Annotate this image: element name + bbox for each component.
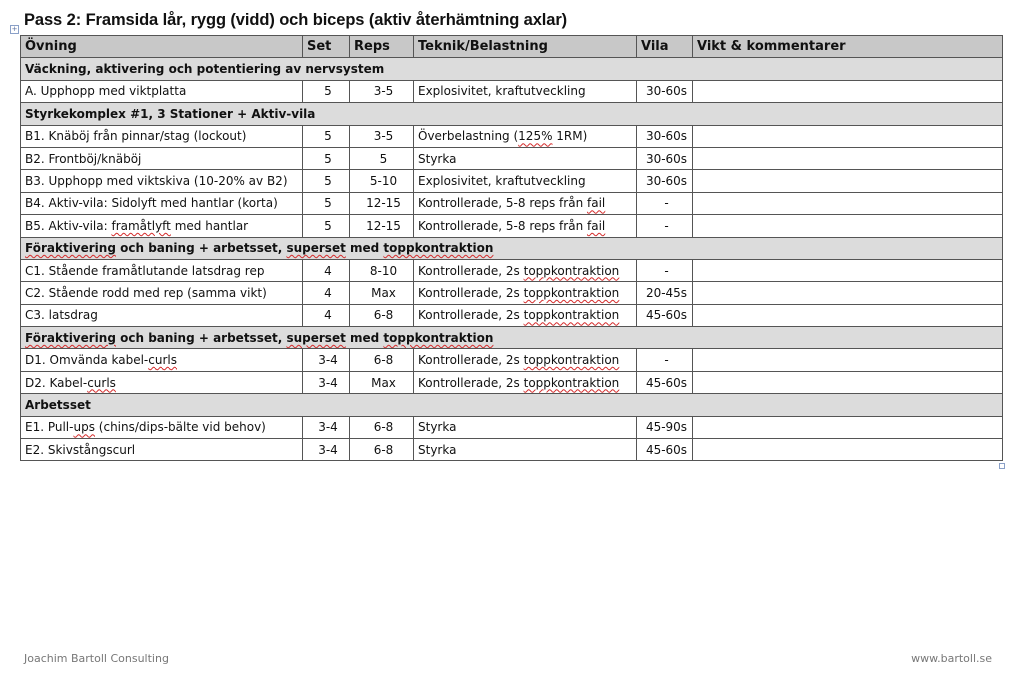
footer-url: www.bartoll.se <box>911 652 992 665</box>
technique-cell[interactable]: Styrka <box>414 439 637 461</box>
technique-cell[interactable]: Kontrollerade, 2s toppkontraktion <box>414 282 637 304</box>
section-row <box>21 237 1003 259</box>
technique-cell[interactable]: Kontrollerade, 5-8 reps från fail <box>414 215 637 237</box>
comments-cell[interactable] <box>693 125 1003 147</box>
reps-cell[interactable]: 6-8 <box>350 304 414 326</box>
technique-cell[interactable]: Explosivitet, kraftutveckling <box>414 80 637 102</box>
comments-cell[interactable] <box>693 170 1003 192</box>
comments-cell[interactable] <box>693 80 1003 102</box>
reps-cell[interactable]: Max <box>350 371 414 393</box>
table-row <box>21 170 1003 192</box>
section-title[interactable]: Föraktivering och baning + arbetsset, superset med toppkontraktion <box>21 327 1003 349</box>
reps-cell[interactable]: 6-8 <box>350 439 414 461</box>
exercise-cell[interactable]: D2. Kabel-curls <box>21 371 303 393</box>
technique-cell[interactable]: Kontrollerade, 2s toppkontraktion <box>414 259 637 281</box>
rest-cell[interactable]: 45-60s <box>637 304 693 326</box>
table-header-row <box>21 36 1003 58</box>
section-title[interactable]: Arbetsset <box>21 394 1003 416</box>
rest-cell[interactable]: 30-60s <box>637 170 693 192</box>
technique-cell[interactable]: Explosivitet, kraftutveckling <box>414 170 637 192</box>
exercise-cell[interactable]: A. Upphopp med viktplatta <box>21 80 303 102</box>
sets-cell[interactable]: 3-4 <box>303 439 350 461</box>
rest-cell[interactable]: 20-45s <box>637 282 693 304</box>
rest-cell[interactable]: - <box>637 259 693 281</box>
technique-cell[interactable]: Kontrollerade, 5-8 reps från fail <box>414 192 637 214</box>
technique-cell[interactable]: Överbelastning (125% 1RM) <box>414 125 637 147</box>
technique-cell[interactable]: Kontrollerade, 2s toppkontraktion <box>414 304 637 326</box>
table-row <box>21 439 1003 461</box>
section-title[interactable]: Föraktivering och baning + arbetsset, superset med toppkontraktion <box>21 237 1003 259</box>
exercise-cell[interactable]: E2. Skivstångscurl <box>21 439 303 461</box>
reps-cell[interactable]: 6-8 <box>350 416 414 438</box>
exercise-cell[interactable]: D1. Omvända kabel-curls <box>21 349 303 371</box>
table-row <box>21 80 1003 102</box>
table-row <box>21 416 1003 438</box>
technique-cell[interactable]: Kontrollerade, 2s toppkontraktion <box>414 371 637 393</box>
header-technique: Teknik/Belastning <box>414 36 637 58</box>
reps-cell[interactable]: 12-15 <box>350 215 414 237</box>
exercise-cell[interactable]: C1. Stående framåtlutande latsdrag rep <box>21 259 303 281</box>
sets-cell[interactable]: 5 <box>303 147 350 169</box>
table-row <box>21 259 1003 281</box>
comments-cell[interactable] <box>693 439 1003 461</box>
rest-cell[interactable]: - <box>637 192 693 214</box>
exercise-cell[interactable]: C2. Stående rodd med rep (samma vikt) <box>21 282 303 304</box>
section-row <box>21 327 1003 349</box>
technique-cell[interactable]: Styrka <box>414 416 637 438</box>
header-exercise: Övning <box>21 36 303 58</box>
sets-cell[interactable]: 5 <box>303 215 350 237</box>
rest-cell[interactable]: 30-60s <box>637 147 693 169</box>
sets-cell[interactable]: 3-4 <box>303 416 350 438</box>
sets-cell[interactable]: 5 <box>303 192 350 214</box>
rest-cell[interactable]: 30-60s <box>637 125 693 147</box>
table-row <box>21 282 1003 304</box>
section-row <box>21 58 1003 80</box>
table-resize-handle[interactable] <box>999 463 1005 469</box>
comments-cell[interactable] <box>693 416 1003 438</box>
header-rest: Vila <box>637 36 693 58</box>
header-reps: Reps <box>350 36 414 58</box>
footer-company: Joachim Bartoll Consulting <box>24 652 169 665</box>
table-row <box>21 147 1003 169</box>
table-row <box>21 371 1003 393</box>
page-title: Pass 2: Framsida lår, rygg (vidd) och biceps (aktiv återhämtning axlar) <box>24 11 568 29</box>
sets-cell[interactable]: 4 <box>303 304 350 326</box>
exercise-cell[interactable]: B1. Knäböj från pinnar/stag (lockout) <box>21 125 303 147</box>
reps-cell[interactable]: 3-5 <box>350 80 414 102</box>
rest-cell[interactable]: 45-90s <box>637 416 693 438</box>
exercise-cell[interactable]: B2. Frontböj/knäböj <box>21 147 303 169</box>
section-title[interactable]: Styrkekomplex #1, 3 Stationer + Aktiv-vila <box>21 103 1003 125</box>
table-move-handle-icon[interactable]: + <box>11 25 18 33</box>
comments-cell[interactable] <box>693 349 1003 371</box>
reps-cell[interactable]: 8-10 <box>350 259 414 281</box>
comments-cell[interactable] <box>693 215 1003 237</box>
reps-cell[interactable]: 6-8 <box>350 349 414 371</box>
comments-cell[interactable] <box>693 192 1003 214</box>
sets-cell[interactable]: 4 <box>303 282 350 304</box>
table-row <box>21 215 1003 237</box>
section-title[interactable]: Väckning, aktivering och potentiering av nervsystem <box>21 58 1003 80</box>
workout-table <box>20 35 1003 461</box>
table-row <box>21 125 1003 147</box>
sets-cell[interactable]: 3-4 <box>303 371 350 393</box>
table-row <box>21 192 1003 214</box>
reps-cell[interactable]: 5 <box>350 147 414 169</box>
exercise-cell[interactable]: B3. Upphopp med viktskiva (10-20% av B2) <box>21 170 303 192</box>
header-comments: Vikt & kommentarer <box>693 36 1003 58</box>
technique-cell[interactable]: Kontrollerade, 2s toppkontraktion <box>414 349 637 371</box>
rest-cell[interactable]: 30-60s <box>637 80 693 102</box>
exercise-cell[interactable]: B5. Aktiv-vila: framåtlyft med hantlar <box>21 215 303 237</box>
comments-cell[interactable] <box>693 282 1003 304</box>
exercise-cell[interactable]: B4. Aktiv-vila: Sidolyft med hantlar (korta) <box>21 192 303 214</box>
comments-cell[interactable] <box>693 304 1003 326</box>
technique-cell[interactable]: Styrka <box>414 147 637 169</box>
reps-cell[interactable]: 12-15 <box>350 192 414 214</box>
rest-cell[interactable]: - <box>637 349 693 371</box>
sets-cell[interactable]: 5 <box>303 125 350 147</box>
comments-cell[interactable] <box>693 259 1003 281</box>
sets-cell[interactable]: 4 <box>303 259 350 281</box>
exercise-cell[interactable]: E1. Pull-ups (chins/dips-bälte vid behov) <box>21 416 303 438</box>
sets-cell[interactable]: 5 <box>303 170 350 192</box>
section-row <box>21 394 1003 416</box>
sets-cell[interactable]: 3-4 <box>303 349 350 371</box>
rest-cell[interactable]: 45-60s <box>637 371 693 393</box>
reps-cell[interactable]: Max <box>350 282 414 304</box>
comments-cell[interactable] <box>693 147 1003 169</box>
header-sets: Set <box>303 36 350 58</box>
reps-cell[interactable]: 3-5 <box>350 125 414 147</box>
table-row <box>21 304 1003 326</box>
reps-cell[interactable]: 5-10 <box>350 170 414 192</box>
sets-cell[interactable]: 5 <box>303 80 350 102</box>
comments-cell[interactable] <box>693 371 1003 393</box>
section-row <box>21 103 1003 125</box>
exercise-cell[interactable]: C3. latsdrag <box>21 304 303 326</box>
table-row <box>21 349 1003 371</box>
rest-cell[interactable]: 45-60s <box>637 439 693 461</box>
rest-cell[interactable]: - <box>637 215 693 237</box>
